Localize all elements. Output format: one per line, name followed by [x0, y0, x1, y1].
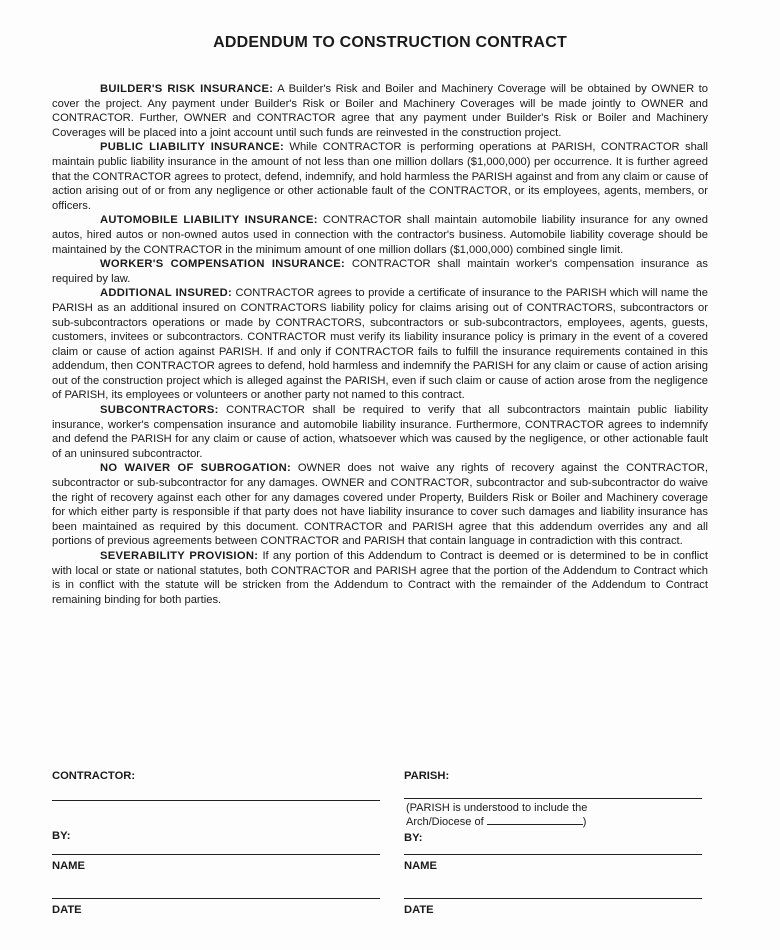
section-workers-compensation — [52, 257, 708, 286]
parish-note — [406, 801, 706, 829]
section-public-liability — [52, 140, 708, 213]
section-text: CONTRACTOR agrees to provide a certificate of insurance to the PARISH which will name the PARISH as an additional insured on CONTRACTORS liability policy for claims arising out of CONTRACTORS, subcontractors or sub-subcontractors operations or made by CONTRACTORS, subcontractors or sub-subcontractors, employees, agents, guests, customers, invitees or subcontractors. CONTRACTOR must verify its liability insurance policy is primary in the event of a covered claim or cause of action against PARISH. If and only if CONTRACTOR fails to fulfill the insurance requirements contained in this addendum, then CONTRACTOR agrees to defend, hold harmless and indemnify the PARISH for any claim or cause of action arising out of the construction project which is alleged against the PARISH, even if such claim or cause of action arose from the negligence of PARISH, its employees or volunteers or another party not named to this contract. — [52, 287, 708, 402]
section-heading: SEVERABILITY PROVISION: — [100, 550, 259, 562]
contractor-by-label: BY: — [52, 830, 71, 842]
parish-name-label: NAME — [404, 860, 437, 872]
contractor-signature-line[interactable] — [52, 800, 380, 801]
parish-note-line-2: Arch/Diocese of ) — [406, 816, 587, 828]
section-severability — [52, 549, 708, 607]
parish-note-text: Arch/Diocese of — [406, 816, 484, 828]
diocese-blank[interactable] — [487, 824, 583, 825]
section-additional-insured — [52, 286, 708, 403]
section-text: If any portion of this Addendum to Contract is deemed or is determined to be in conflict with local or state or national statutes, both CONTRACTOR and PARISH agree that the portion of the Addendum to Contract which is in conflict with the statute will be stricken from the Addendum to Contract with the remainder of the Addendum to Contract remaining binding for both parties. — [52, 550, 708, 606]
section-subcontractors — [52, 403, 708, 461]
section-text: CONTRACTOR shall maintain automobile liability insurance for any owned autos, hired autos or non-owned autos used in connection with the contractor's business. Automobile liability coverage should be maintained by the CONTRACTOR in the minimum amount of one million dollars ($1,000,000) combined single limit. — [52, 214, 708, 256]
section-builders-risk — [52, 82, 708, 140]
contractor-name-line[interactable] — [52, 898, 380, 899]
section-text: CONTRACTOR shall maintain worker's compensation insurance as required by law. — [52, 258, 708, 285]
parish-label: PARISH: — [404, 770, 450, 782]
parish-date-label: DATE — [404, 904, 434, 916]
document-body — [52, 82, 708, 607]
section-text: A Builder's Risk and Boiler and Machinery Coverage will be obtained by OWNER to cover the project. Any payment under Builder's Risk or Boiler and Machinery Coverages will be made jointly to OWNER and CONTRACTOR. Further, OWNER and CONTRACTOR agree that any payment under Builder's Risk or Boiler and Machinery Coverages will be placed into a joint account until such funds are reinvested in the construction project. — [52, 83, 708, 139]
section-heading: NO WAIVER OF SUBROGATION: — [100, 462, 292, 475]
section-heading: SUBCONTRACTORS: — [100, 404, 219, 417]
section-no-waiver — [52, 461, 708, 549]
section-heading: AUTOMOBILE LIABILITY INSURANCE: — [100, 214, 318, 227]
contractor-label: CONTRACTOR: — [52, 770, 136, 782]
contractor-signature-block — [52, 770, 382, 930]
section-text: OWNER does not waive any rights of recovery against the CONTRACTOR, subcontractor or sub-subcontractor for any damages. OWNER and CONTRACTOR, subcontractor and sub-subcontractor do waive the right of recovery against each other for any damages covered under Property, Builders Risk or Boiler and Machinery coverage for which either party is responsible if that party does not have liability insurance to cover such damages and liability insurance has been maintained as required by this document. CONTRACTOR and PARISH agree that this addendum overrides any and all portions of previous agreements between CONTRACTOR and PARISH that contain language in contradiction with this contract. — [52, 462, 708, 548]
parish-signature-block — [404, 770, 714, 930]
parish-name-line[interactable] — [404, 898, 702, 899]
section-heading: PUBLIC LIABILITY INSURANCE: — [100, 141, 284, 154]
section-text: While CONTRACTOR is performing operations at PARISH, CONTRACTOR shall maintain public liability insurance in the amount of not less than one million dollars ($1,000,000) per occurrence. It is further agreed that the CONTRACTOR agrees to protect, defend, indemnify, and hold harmless the PARISH against and from any claim or cause of action arising out of or from any negligence or other actionable fault of the CONTRACTOR, or its employees, agents, members, or officers. — [52, 141, 708, 212]
document-title: ADDENDUM TO CONSTRUCTION CONTRACT — [213, 34, 567, 51]
contractor-name-label: NAME — [52, 860, 85, 872]
section-heading: BUILDER'S RISK INSURANCE: — [100, 83, 274, 95]
contractor-date-label: DATE — [52, 904, 82, 916]
parish-by-line[interactable] — [404, 854, 702, 855]
parish-signature-line[interactable] — [404, 798, 702, 799]
section-heading: WORKER'S COMPENSATION INSURANCE: — [100, 258, 346, 271]
parish-note-line-1: (PARISH is understood to include the — [406, 802, 588, 814]
contractor-by-line[interactable] — [52, 854, 380, 855]
section-heading: ADDITIONAL INSURED: — [100, 287, 233, 300]
parish-by-label: BY: — [404, 832, 423, 844]
section-text: CONTRACTOR shall be required to verify that all subcontractors maintain public liability insurance, worker's compensation insurance and automobile liability insurance. Furthermore, CONTRACTOR agrees to indemnify and defend the PARISH for any claim or cause of action, whatsoever which was caused by the negligence, or other actionable fault of an uninsured subcontractor. — [52, 404, 709, 460]
section-automobile-liability — [52, 213, 708, 257]
